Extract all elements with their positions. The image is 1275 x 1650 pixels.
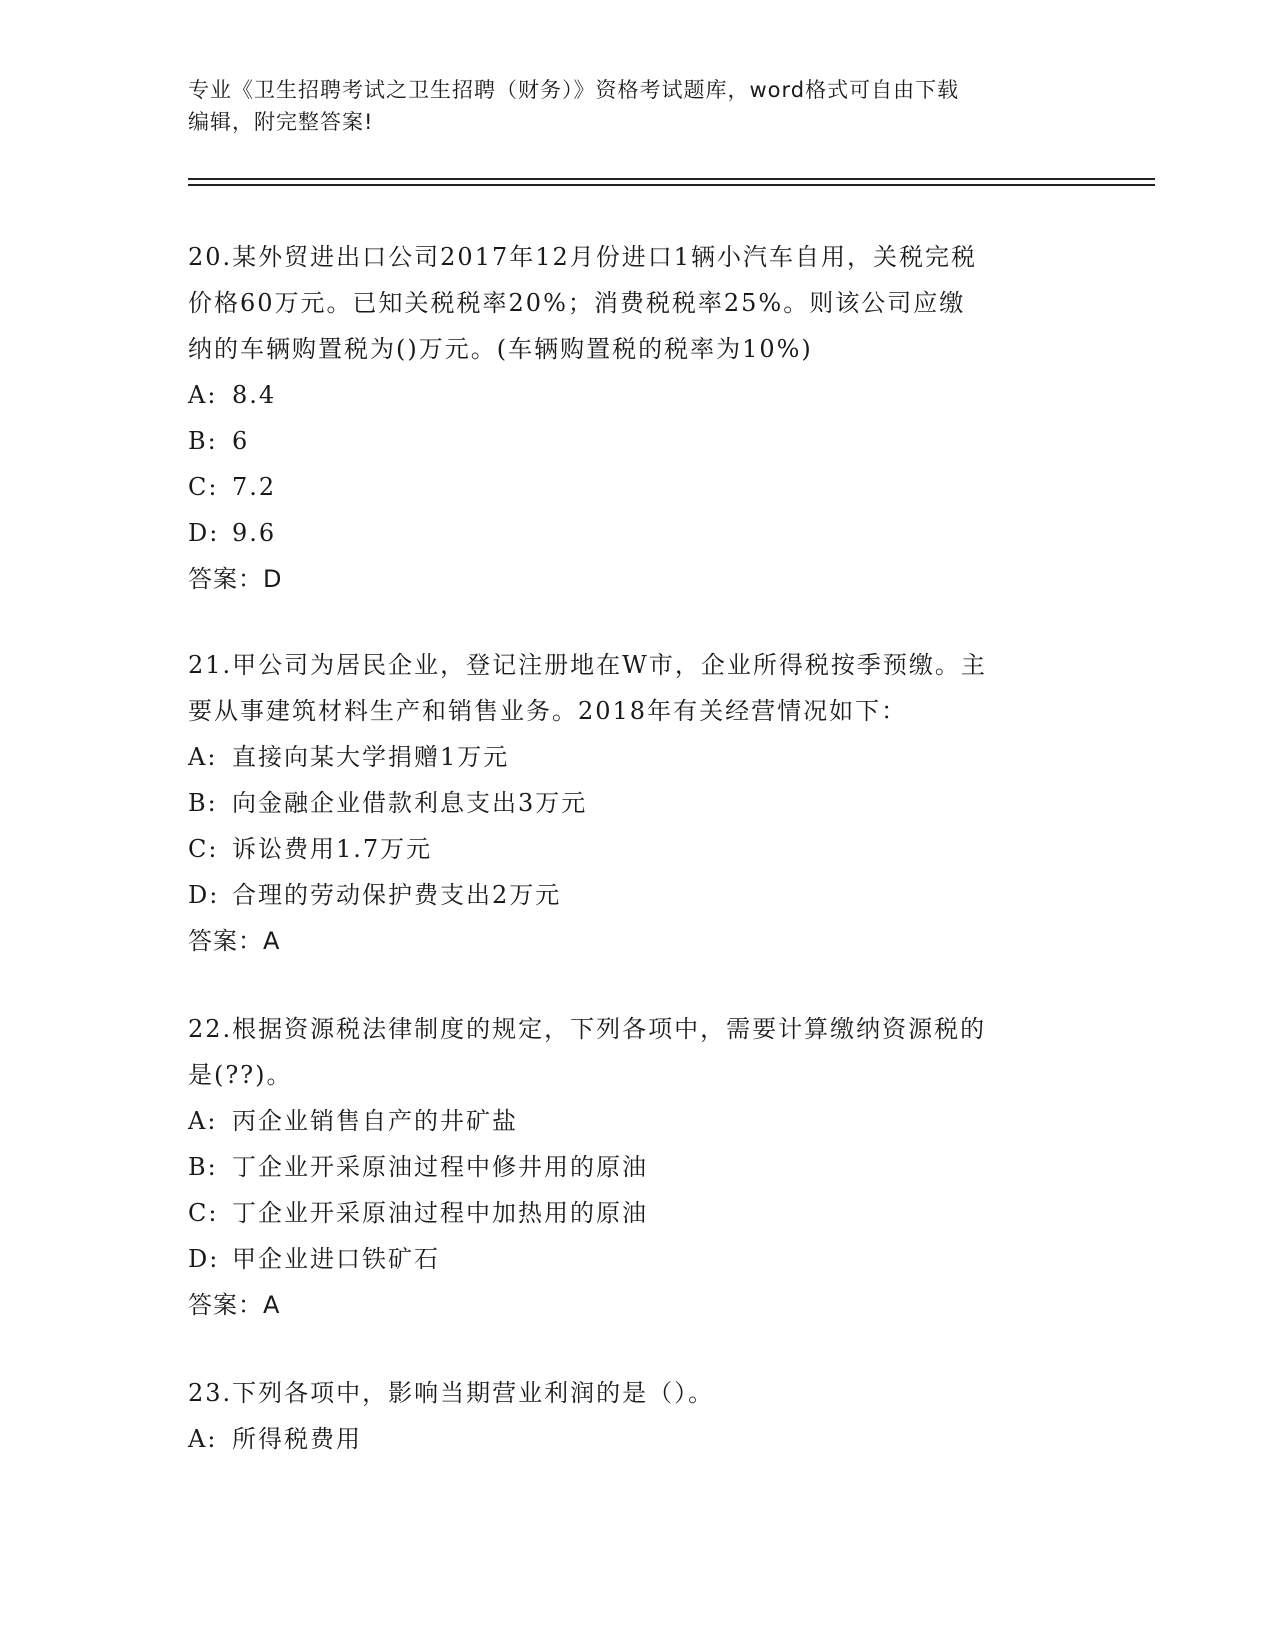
option-a (188, 1098, 1088, 1144)
option-text: 丁企业开采原油过程中修井用的原油 (232, 1153, 648, 1181)
stem-line: 22.根据资源税法律制度的规定，下列各项中，需要计算缴纳资源税的 (188, 1015, 987, 1043)
option-key: C: (188, 835, 219, 863)
question-23 (188, 1370, 1088, 1462)
option-text: 7.2 (232, 473, 277, 501)
option-c (188, 464, 1088, 510)
option-b (188, 418, 1088, 464)
question-stem (188, 234, 1088, 372)
option-d (188, 1236, 1088, 1282)
option-key: D: (188, 519, 220, 547)
option-a (188, 372, 1088, 418)
option-text: 9.6 (232, 519, 277, 547)
option-key: D: (188, 881, 220, 909)
question-stem (188, 1370, 1088, 1416)
header-line-1: 专业《卫生招聘考试之卫生招聘（财务）》资格考试题库，word格式可自由下载 (188, 78, 960, 102)
option-text: 合理的劳动保护费支出2万元 (232, 881, 562, 909)
question-22 (188, 1006, 1088, 1328)
option-text: 所得税费用 (232, 1425, 362, 1453)
option-d (188, 872, 1088, 918)
question-stem (188, 1006, 1088, 1098)
option-a (188, 734, 1088, 780)
stem-line: 要从事建筑材料生产和销售业务。2018年有关经营情况如下： (188, 697, 908, 725)
option-text: 8.4 (232, 381, 277, 409)
answer-label: 答案：A (188, 1291, 281, 1319)
option-key: A: (188, 743, 218, 771)
option-text: 甲企业进口铁矿石 (232, 1245, 440, 1273)
header-divider-bottom (188, 184, 1155, 186)
option-key: A: (188, 1425, 218, 1453)
option-key: B: (188, 427, 218, 455)
option-d (188, 510, 1088, 556)
option-text: 6 (232, 427, 250, 455)
header-divider-top (188, 178, 1155, 180)
option-b (188, 780, 1088, 826)
stem-line: 纳的车辆购置税为()万元。(车辆购置税的税率为10%) (188, 335, 813, 363)
option-text: 直接向某大学捐赠1万元 (232, 743, 510, 771)
option-key: C: (188, 473, 219, 501)
option-key: C: (188, 1199, 219, 1227)
question-stem (188, 642, 1088, 734)
stem-line: 23.下列各项中，影响当期营业利润的是（）。 (188, 1379, 715, 1407)
answer-label: 答案：D (188, 565, 283, 593)
option-text: 向金融企业借款利息支出3万元 (232, 789, 588, 817)
option-a (188, 1416, 1088, 1462)
header-line-2: 编辑，附完整答案! (188, 110, 374, 134)
stem-line: 21.甲公司为居民企业，登记注册地在W市，企业所得税按季预缴。主 (188, 651, 987, 679)
option-b (188, 1144, 1088, 1190)
answer-label: 答案：A (188, 927, 281, 955)
option-c (188, 1190, 1088, 1236)
option-key: A: (188, 381, 218, 409)
option-text: 丁企业开采原油过程中加热用的原油 (232, 1199, 648, 1227)
stem-line: 是(??)。 (188, 1061, 293, 1089)
question-21 (188, 642, 1088, 964)
option-key: B: (188, 789, 218, 817)
stem-line: 价格60万元。已知关税税率20%；消费税税率25%。则该公司应缴 (188, 289, 966, 317)
document-header (188, 74, 1088, 138)
stem-line: 20.某外贸进出口公司2017年12月份进口1辆小汽车自用，关税完税 (188, 243, 978, 271)
option-key: B: (188, 1153, 218, 1181)
option-key: D: (188, 1245, 220, 1273)
question-20 (188, 234, 1088, 602)
option-text: 丙企业销售自产的井矿盐 (232, 1107, 518, 1135)
option-text: 诉讼费用1.7万元 (232, 835, 433, 863)
option-c (188, 826, 1088, 872)
option-key: A: (188, 1107, 218, 1135)
